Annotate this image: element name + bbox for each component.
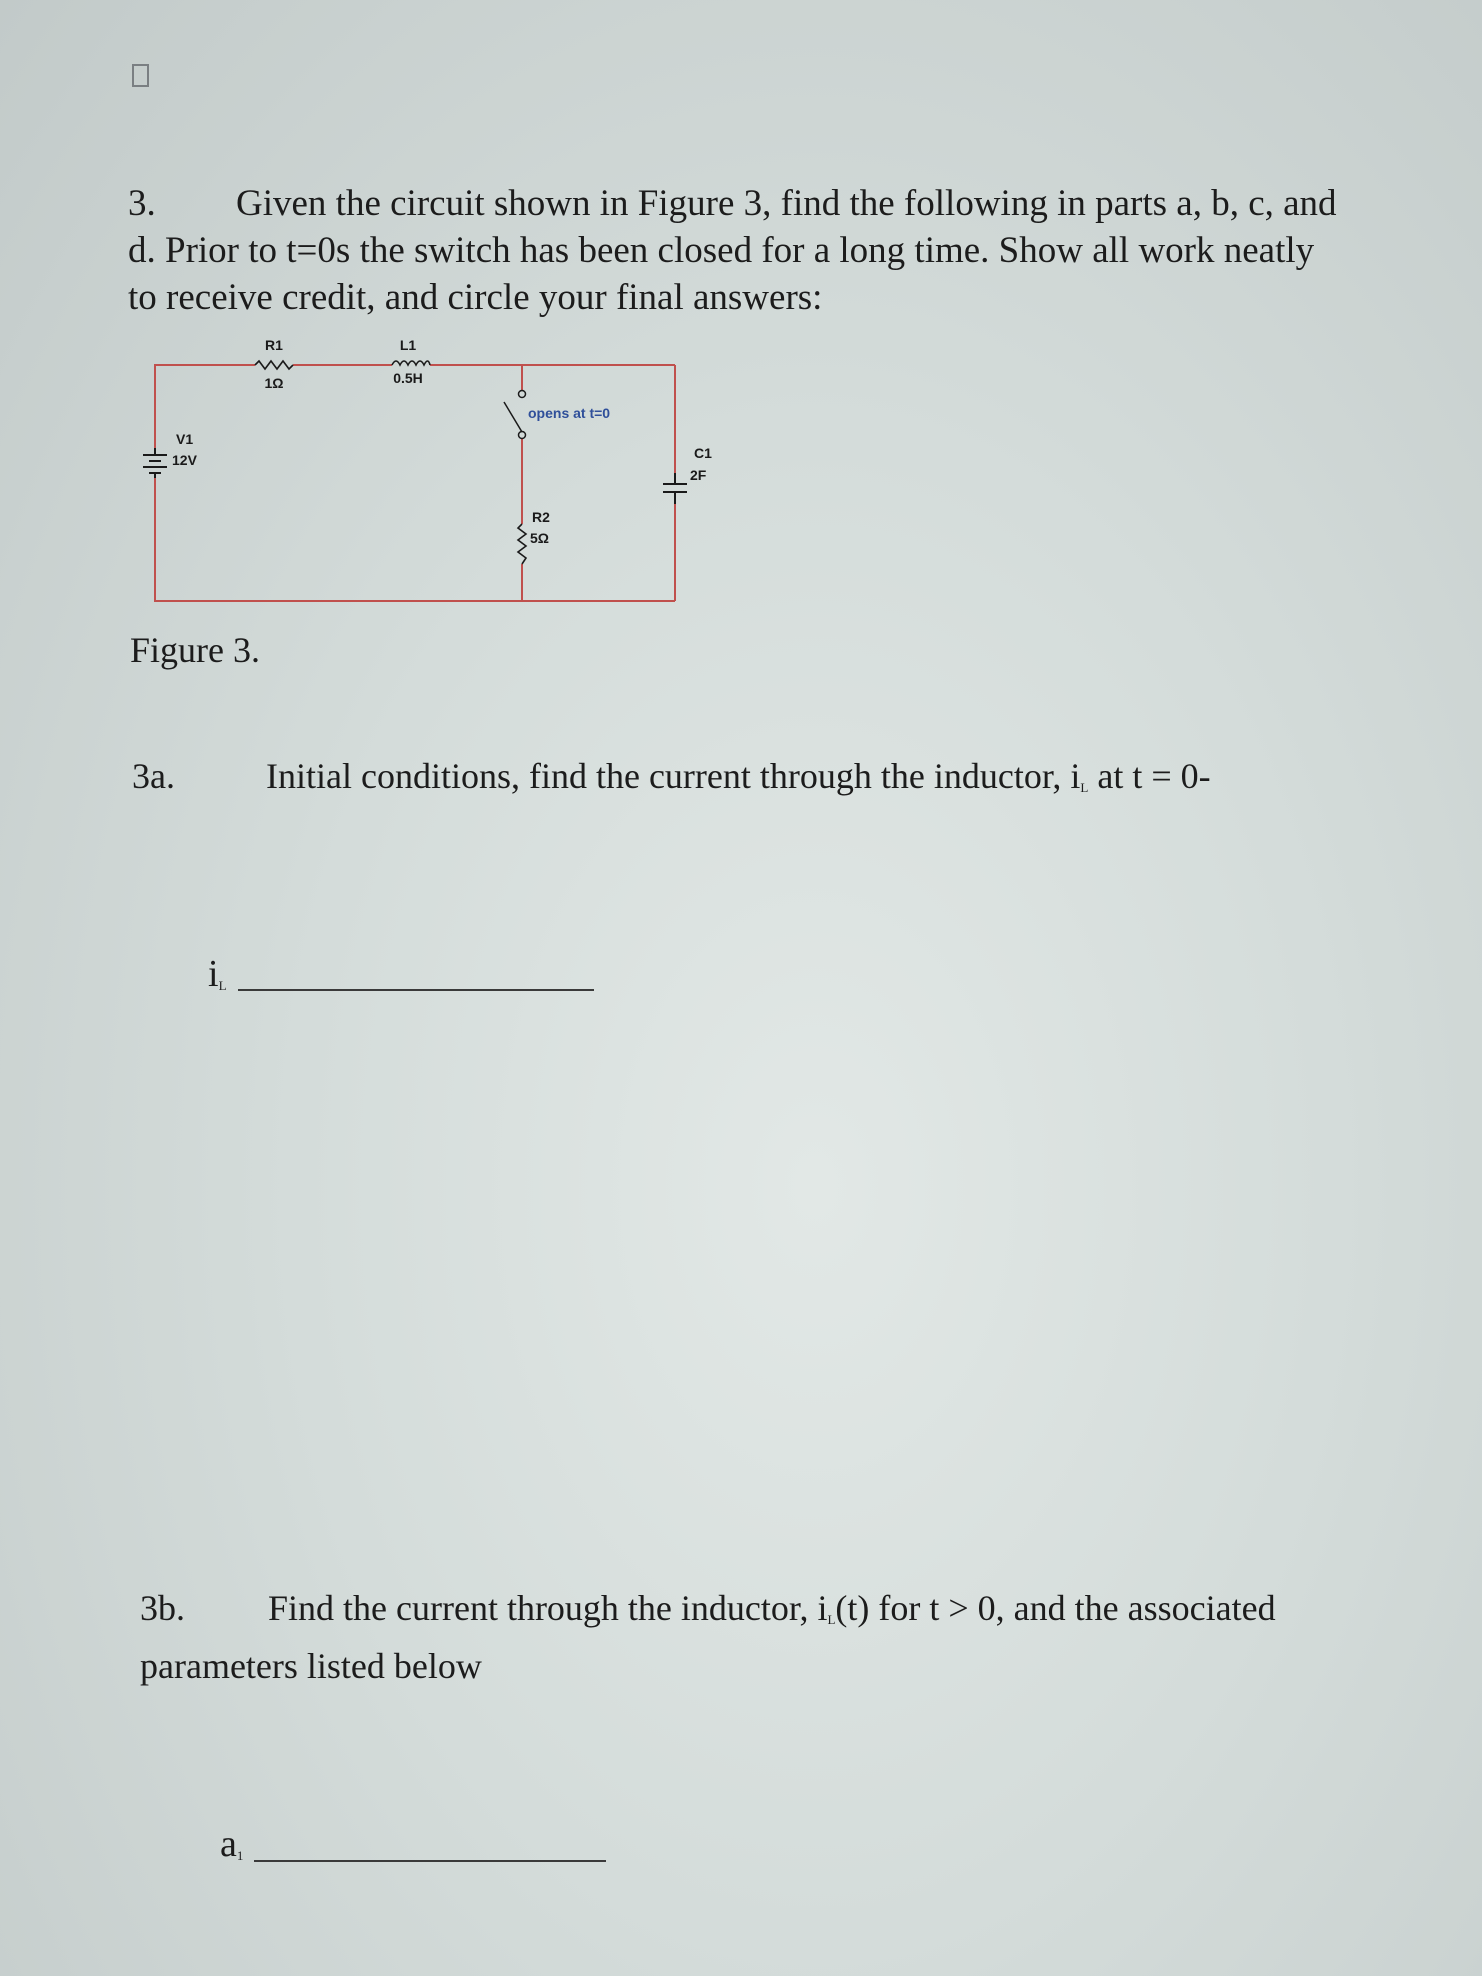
question-3a-label: 3a. — [132, 756, 175, 796]
answer-3b-underline — [254, 1860, 606, 1862]
circuit-diagram — [130, 328, 730, 618]
answer-field-3b[interactable] — [220, 1822, 243, 1866]
problem-number: 3. — [128, 183, 156, 224]
resistor-r1-symbol — [255, 361, 293, 369]
wire-left-top — [155, 365, 255, 448]
c1-value-label: 2F — [690, 467, 707, 483]
question-3b-text-end: (t) for t > 0, and the associated parameters listed below — [140, 1588, 1276, 1686]
question-3a-text: Initial conditions, find the current through the inductor, i — [266, 756, 1081, 796]
answer-3b-subscript: 1 — [236, 1848, 244, 1863]
question-3a — [132, 753, 1382, 811]
answer-3a-subscript: L — [218, 978, 227, 993]
problem-text: Given the circuit shown in Figure 3, find the following in parts a, b, c, and d. Prior to t=0s the switch has been closed for a long time. Show all work neatly to receive credit, and circle your final answers: — [128, 183, 1337, 318]
answer-3a-symbol: i — [208, 953, 219, 995]
question-3a-subscript: L — [1080, 780, 1089, 795]
v1-name-label: V1 — [176, 431, 194, 447]
switch-symbol — [504, 391, 526, 439]
inductor-l1-symbol — [392, 361, 430, 365]
battery-v1-symbol — [143, 448, 167, 478]
wire-bottom — [155, 478, 675, 601]
r2-value-label: 5Ω — [530, 530, 550, 546]
r2-name-label: R2 — [532, 509, 550, 525]
figure-caption: Figure 3. — [130, 630, 260, 670]
v1-value-label: 12V — [172, 452, 197, 468]
question-3b — [140, 1585, 1390, 1689]
answer-3a-underline — [238, 989, 594, 991]
r1-value-label: 1Ω — [264, 375, 284, 391]
answer-3b-symbol: a — [220, 1823, 237, 1865]
resistor-r2-symbol — [518, 524, 526, 564]
problem-statement — [128, 180, 1348, 321]
c1-name-label: C1 — [694, 445, 712, 461]
switch-label: opens at t=0 — [528, 405, 611, 421]
r1-name-label: R1 — [265, 337, 283, 353]
question-3a-text-end: at t = 0- — [1088, 756, 1211, 796]
capacitor-c1-symbol — [663, 473, 687, 504]
checkbox-mark — [132, 64, 149, 87]
answer-field-3a[interactable] — [208, 952, 227, 996]
question-3b-text: Find the current through the inductor, i — [268, 1588, 828, 1628]
question-3b-subscript: L — [827, 1612, 836, 1627]
l1-name-label: L1 — [399, 337, 417, 353]
l1-value-label: 0.5H — [393, 370, 423, 386]
question-3b-label: 3b. — [140, 1588, 185, 1628]
